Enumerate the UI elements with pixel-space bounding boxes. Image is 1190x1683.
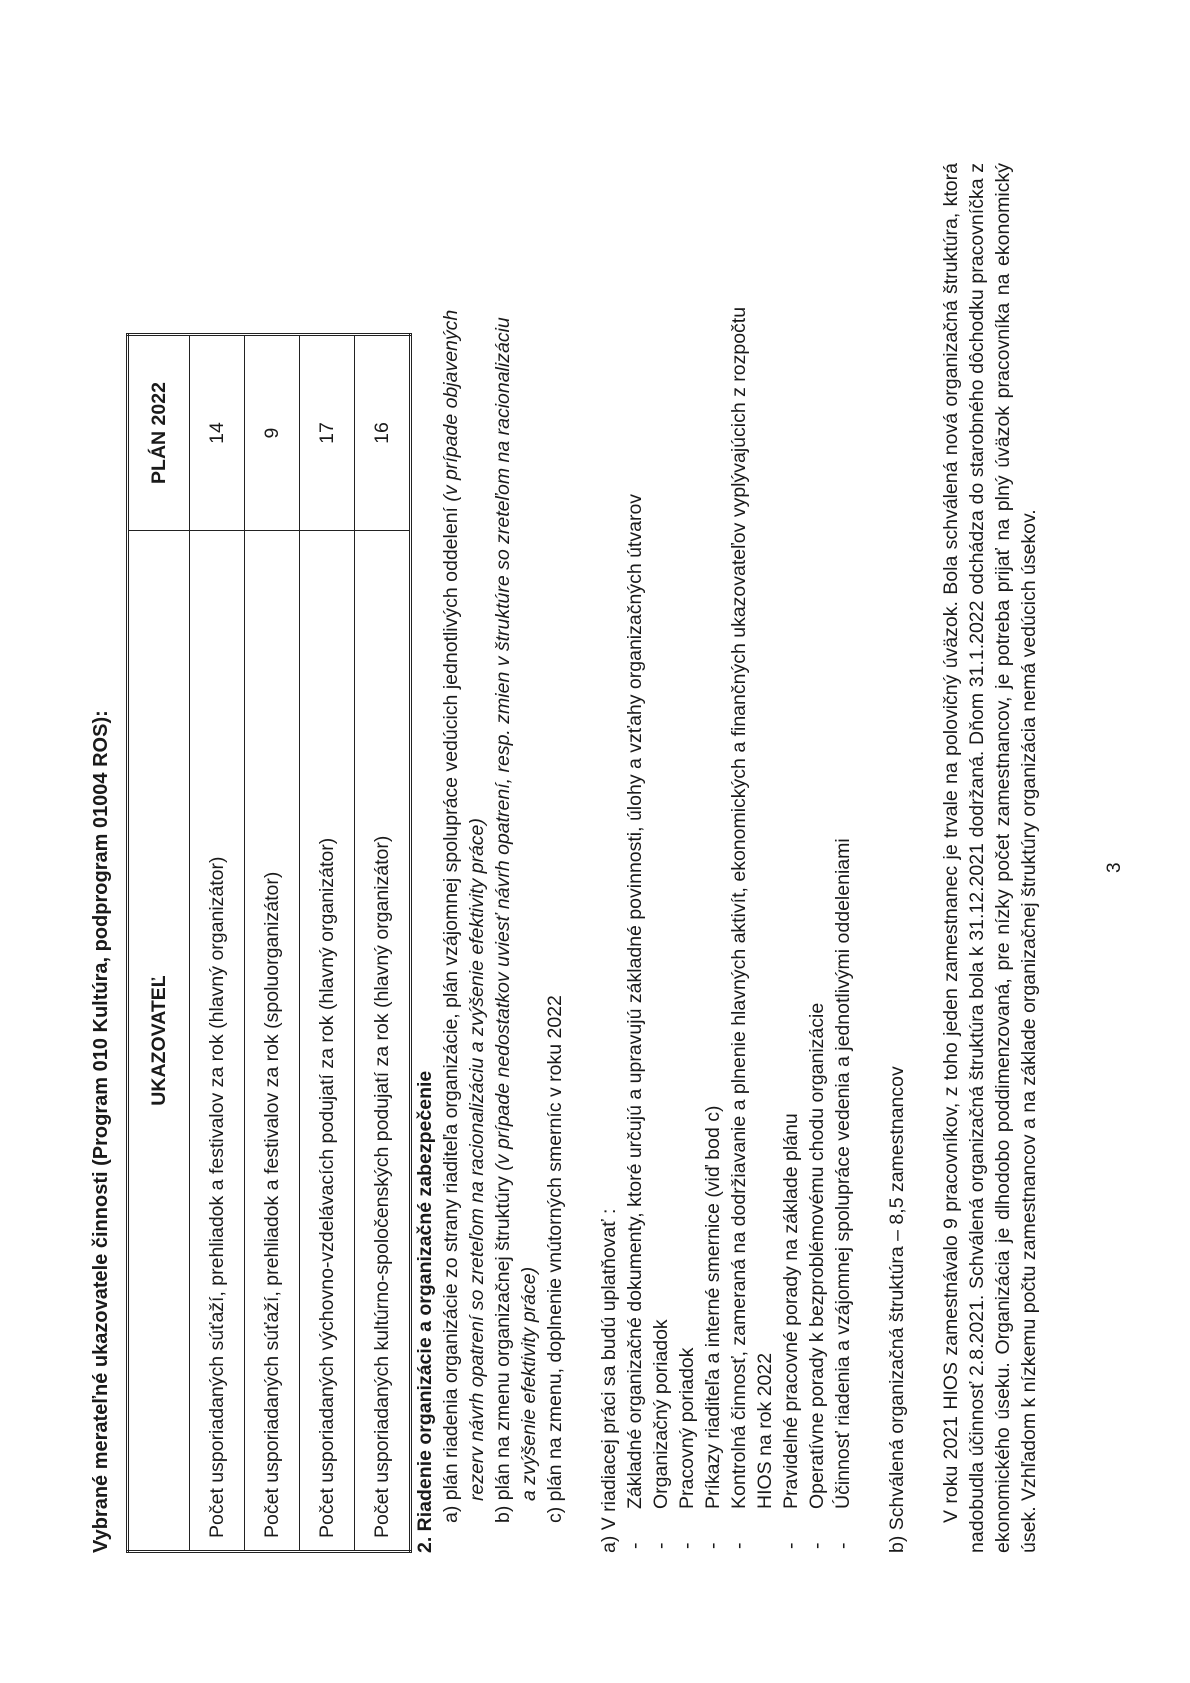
header-indicator: UKAZOVATEĽ <box>128 531 190 1552</box>
table-row <box>355 335 411 1552</box>
list-item: - Pravidelné pracovné porady na základe plánu <box>778 110 804 1553</box>
table-row <box>190 335 245 1552</box>
list-item: - Základné organizačné dokumenty, ktoré určujú a upravujú základné povinnosti, úlohy a vzťahy organizačných útvarov <box>622 110 648 1553</box>
section-2-title: 2. Riadenie organizácie a organizačné zabezpečenie <box>414 1070 436 1553</box>
management-list <box>622 110 856 1553</box>
org-structure-line: b) Schválená organizačná štruktúra – 8,5 zamestnancov <box>886 1066 908 1553</box>
point-a-text: a) plán riadenia organizácie zo strany riaditeľa organizácie, plán vzájomnej spolupráce vedúcich jednotlivých oddelení <box>440 507 462 1523</box>
row-label: Počet usporiadaných výchovno-vzdelávacích podujatí za rok (hlavný organizátor) <box>300 531 355 1552</box>
row-value: 17 <box>300 335 355 531</box>
list-item-text: Kontrolná činnosť, zameraná na dodržiavanie a plnenie hlavných aktivít, ekonomických a finančných ukazovateľov vyplývajúcich z rozpočtu <box>728 306 750 1509</box>
point-b <box>490 110 516 1553</box>
list-item-continuation: HIOS na rok 2022 <box>754 1352 776 1509</box>
header-plan: PLÁN 2022 <box>128 335 190 531</box>
list-item: - Operatívne porady k bezproblémovému chodu organizácie <box>804 110 830 1553</box>
row-label: Počet usporiadaných súťaží, prehliadok a festivalov za rok (spoluorganizátor) <box>245 531 300 1552</box>
table-row <box>300 335 355 1552</box>
row-label: Počet usporiadaných kultúrno-spoločenských podujatí za rok (hlavný organizátor) <box>355 531 411 1552</box>
point-a-italic-2: rezerv návrh opatrení so zreteľom na racionalizáciu a zvýšenie efektivity práce) <box>466 818 488 1501</box>
table-row <box>245 335 300 1552</box>
list-intro: a) V riadiacej práci sa budú uplatňovať : <box>598 1208 620 1553</box>
table-header-row <box>128 335 190 1552</box>
row-value: 16 <box>355 335 411 531</box>
row-value: 9 <box>245 335 300 531</box>
list-item: - Pracovný poriadok <box>674 110 700 1553</box>
row-label: Počet usporiadaných súťaží, prehliadok a festivalov za rok (hlavný organizátor) <box>190 531 245 1552</box>
list-item: - Príkazy riaditeľa a interné smernice (viď bod c) <box>700 110 726 1553</box>
row-value: 14 <box>190 335 245 531</box>
list-item: - Organizačný poriadok <box>648 110 674 1553</box>
indicators-table <box>126 333 412 1553</box>
point-b-italic-1: (v prípade nedostatkov uviesť návrh opatrení, resp. zmien v štruktúre so zreteľom na racionalizáciu <box>492 317 514 1171</box>
point-a <box>438 110 464 1553</box>
point-b-text: b) plán na zmenu organizačnej štruktúry <box>492 1176 514 1523</box>
point-a-italic-1: (v prípade objavených <box>440 309 462 502</box>
point-b-italic-2: a zvýšenie efektivity práce) <box>518 1266 540 1501</box>
staffing-paragraph: V roku 2021 HIOS zamestnávalo 9 pracovníkov, z toho jeden zamestnanec je trvale na polovičný úväzok. Bola schválená nová organizačná štruktúra, ktorá nadobudla účinnosť 2.8.2021. Schválená organizačná štruktúra bola k 31.12.2021 dodržaná. Dňom 31.1.2022 odchádza do starobného dôchodku pracovníčka z ekonomického úseku. Organizácia je dlhodobo poddimenzovaná, pre nízky počet zamestnancov, je potreba prijať na plný úväzok pracovníka na ekonomický úsek. Vzhľadom k nízkemu počtu zamestnancov a na základe organizačnej štruktúry organizácia nemá vedúcich úsekov. <box>940 163 1040 1553</box>
indicators-heading: Vybrané merateľné ukazovatele činnosti (Program 010 Kultúra, podprogram 01004 ROS): <box>90 710 112 1553</box>
page-number: 3 <box>1104 862 1125 873</box>
point-c: c) plán na zmenu, doplnenie vnútorných smerníc v roku 2022 <box>544 995 566 1523</box>
list-item <box>726 110 778 1553</box>
list-item: - Účinnosť riadenia a vzájomnej spolupráce vedenia a jednotlivými oddeleniami <box>830 110 856 1553</box>
